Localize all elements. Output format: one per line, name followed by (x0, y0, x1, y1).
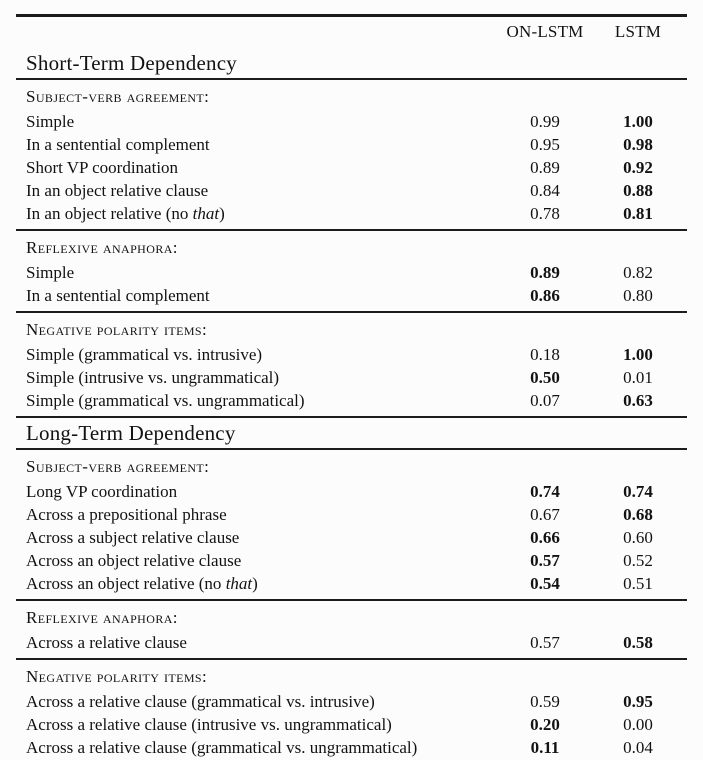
metric-value: 0.51 (623, 573, 653, 593)
metric-value: 0.66 (530, 527, 560, 547)
table-row (26, 284, 681, 307)
row-label: Across a relative clause (intrusive vs. ungrammatical) (26, 714, 392, 734)
metric-value: 0.98 (623, 134, 653, 154)
metric-value: 0.18 (530, 344, 560, 364)
group-heading: Subject-verb agreement: (26, 86, 210, 106)
metric-value: 0.99 (530, 111, 560, 131)
metric-value: 0.58 (623, 632, 653, 652)
row-label: Simple (grammatical vs. ungrammatical) (26, 390, 305, 410)
metric-value: 0.80 (623, 285, 653, 305)
table-group (16, 601, 687, 658)
metric-value: 0.67 (530, 504, 560, 524)
group-heading: Negative polarity items: (26, 666, 208, 686)
metric-value: 0.52 (623, 550, 653, 570)
metric-value: 0.60 (623, 527, 653, 547)
row-label: In a sentential complement (26, 134, 210, 154)
table-row (26, 389, 681, 412)
row-label: Simple (grammatical vs. intrusive) (26, 344, 263, 364)
metric-value: 0.84 (530, 180, 560, 200)
table-group (16, 80, 687, 229)
column-header-row (16, 17, 687, 48)
metric-value: 0.57 (530, 550, 560, 570)
row-label: Simple (26, 111, 75, 131)
column-header-lstm: LSTM (614, 22, 662, 41)
metric-value: 0.95 (530, 134, 560, 154)
table-group (16, 231, 687, 311)
metric-value: 1.00 (623, 111, 653, 131)
table-row (26, 156, 681, 179)
row-label: Across a relative clause (26, 632, 187, 652)
row-label: In a sentential complement (26, 285, 210, 305)
table-row (26, 480, 681, 503)
metric-value: 0.00 (623, 714, 653, 734)
table-row (26, 503, 681, 526)
row-label: Simple (26, 262, 75, 282)
metric-value: 0.07 (530, 390, 560, 410)
table-row (26, 179, 681, 202)
metric-value: 0.54 (530, 573, 560, 593)
row-label: Across an object relative (no that) (26, 573, 258, 593)
table-row (26, 713, 681, 736)
table-group (16, 450, 687, 599)
group-heading: Reflexive anaphora: (26, 607, 178, 627)
metric-value: 0.04 (623, 737, 653, 757)
group-heading: Subject-verb agreement: (26, 456, 210, 476)
metric-value: 0.59 (530, 691, 560, 711)
metric-value: 0.82 (623, 262, 653, 282)
row-label: Short VP coordination (26, 157, 179, 177)
metric-value: 0.63 (623, 390, 653, 410)
row-label: In an object relative clause (26, 180, 209, 200)
metric-value: 0.92 (623, 157, 653, 177)
metric-value: 0.50 (530, 367, 560, 387)
table-row (26, 526, 681, 549)
row-label: Across a subject relative clause (26, 527, 240, 547)
table-group (16, 660, 687, 760)
table-row (26, 366, 681, 389)
metric-value: 0.89 (530, 262, 560, 282)
metric-value: 0.89 (530, 157, 560, 177)
table-row (26, 343, 681, 366)
metric-value: 0.86 (530, 285, 560, 305)
column-header-on-lstm: ON-LSTM (506, 22, 584, 41)
metric-value: 0.20 (530, 714, 560, 734)
table-row (26, 261, 681, 284)
metric-value: 0.74 (623, 481, 653, 501)
table-row (26, 572, 681, 595)
table-row (26, 690, 681, 713)
table-row (26, 549, 681, 572)
table-row (26, 133, 681, 156)
table-row (26, 110, 681, 133)
metric-value: 0.95 (623, 691, 653, 711)
row-label: Across an object relative clause (26, 550, 242, 570)
section-title: Long-Term Dependency (26, 420, 236, 445)
table-row (26, 202, 681, 225)
metric-value: 0.88 (623, 180, 653, 200)
row-label: Simple (intrusive vs. ungrammatical) (26, 367, 280, 387)
table-row (26, 631, 681, 654)
row-label: Long VP coordination (26, 481, 178, 501)
section-title: Short-Term Dependency (26, 50, 237, 75)
metric-value: 1.00 (623, 344, 653, 364)
group-heading: Negative polarity items: (26, 319, 208, 339)
metric-value: 0.11 (530, 737, 560, 757)
row-label: Across a prepositional phrase (26, 504, 227, 524)
row-label: In an object relative (no that) (26, 203, 225, 223)
table-group (16, 313, 687, 416)
group-heading: Reflexive anaphora: (26, 237, 178, 257)
metric-value: 0.81 (623, 203, 653, 223)
metric-value: 0.01 (623, 367, 653, 387)
table-row (26, 736, 681, 759)
metric-value: 0.68 (623, 504, 653, 524)
metric-value: 0.74 (530, 481, 560, 501)
metric-value: 0.57 (530, 632, 560, 652)
row-label: Across a relative clause (grammatical vs. ungrammatical) (26, 737, 418, 757)
metric-value: 0.78 (530, 203, 560, 223)
table-body (16, 48, 687, 760)
row-label: Across a relative clause (grammatical vs. intrusive) (26, 691, 375, 711)
